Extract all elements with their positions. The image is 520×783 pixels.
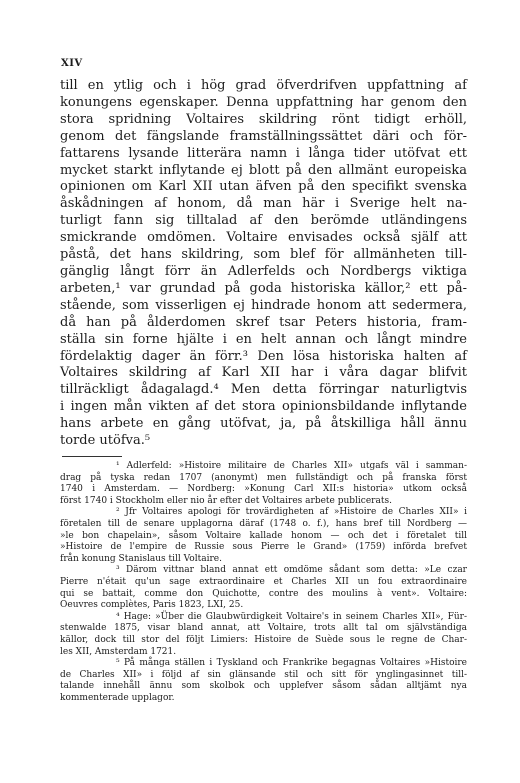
footnote-line: qui se battait, comme don Quichotte, contre des moulins à vent». Voltaire: [60, 588, 467, 599]
body-line: fattarens lysande litterära namn i långa tider utöfvat ett [60, 145, 467, 161]
body-line: torde utöfva.⁵ [60, 433, 151, 449]
body-line: turligt fann sig tilltalad af den berömde utländingens [60, 213, 467, 229]
body-line: fördelaktig dager än förr.³ Den lösa historiska halten af [60, 348, 467, 364]
body-line: påstå, det hans skildring, som blef för allmänheten till- [60, 247, 467, 263]
footnote-line: »Histoire de l'empire de Russie sous Pierre le Grand» (1759) införda brefvet [60, 542, 467, 553]
body-line: stora spridning Voltaires skildring rönt tidigt erhöll, [60, 111, 467, 127]
footnote-line: 1740 i Amsterdam. — Nordberg: »Konung Carl XII:s historia» utkom också [60, 484, 467, 495]
footnote-line: drag på tyska redan 1707 (anonymt) men fullständigt och på franska först [60, 472, 467, 483]
footnotes [60, 461, 467, 704]
body-line: åskådningen af honom, då man här i Sverige helt na- [60, 196, 467, 212]
footnote-line: ⁴ Hage: »Über die Glaubwürdigkeit Voltaire's in seinem Charles XII», Für- [116, 611, 467, 622]
footnote-line: källor, dock till stor del följt Limiers: Histoire de Suède sous le regne de Char- [60, 634, 467, 645]
footnote-line: Oeuvres complètes, Paris 1823, LXI, 25. [60, 600, 244, 611]
footnote-line: »le bon chapelain», såsom Voltaire kallade honom — och det i företalet till [60, 530, 467, 541]
footnote-separator [62, 456, 122, 457]
body-line: genom det fängslande framställningssättet däri och för- [60, 128, 467, 144]
body-line: ställa sin forne hjälte i en helt annan och långt mindre [60, 331, 467, 347]
footnote-line: företalen till de senare upplagorna däraf (1748 o. f.), hans bref till Nordberg — [60, 518, 467, 529]
footnote-line: från konung Stanislaus till Voltaire. [60, 553, 222, 564]
body-line: gänglig långt förr än Adlerfelds och Nordbergs viktiga [60, 263, 467, 279]
footnote-line: stenwalde 1875, visar bland annat, att Voltaire, trots allt tal om självständiga [60, 623, 467, 634]
body-line: tillräckligt ådagalagd.⁴ Men detta förringar naturligtvis [60, 382, 467, 398]
body-line: smickrande omdömen. Voltaire envisades också själf att [60, 230, 467, 246]
body-line: arbeten,¹ var grundad på goda historiska källor,² ett på- [60, 280, 467, 296]
footnote-line: ² Jfr Voltaires apologi för trovärdigheten af »Histoire de Charles XII» i [116, 507, 467, 518]
body-line: stående, som visserligen ej hindrade honom att sedermera, [60, 297, 467, 313]
footnote-line: ⁵ På många ställen i Tyskland och Frankrike begagnas Voltaires »Histoire [116, 658, 467, 669]
body-line: hans arbete en gång utöfvat, ja, på åtskilliga håll ännu [60, 416, 467, 432]
body-line: mycket starkt inflytande ej blott på den allmänt europeiska [60, 162, 467, 178]
footnote-line: kommenterade upplagor. [60, 692, 175, 703]
footnote-line: les XII, Amsterdam 1721. [60, 646, 177, 657]
body-line: då han på ålderdomen skref tsar Peters historia, fram- [60, 314, 467, 330]
body-line: till en ytlig och i hög grad öfverdrifven uppfattning af [60, 78, 467, 93]
page-number: XIV [61, 58, 83, 69]
body-line: konungens egenskaper. Denna uppfattning har genom den [60, 94, 467, 110]
footnote-line: Pierre n'était qu'un sage extraordinaire et Charles XII un fou extraordinaire [60, 576, 467, 587]
body-line: i ingen mån vikten af det stora opinionsbildande inflytande [60, 399, 467, 415]
footnote-line: ¹ Adlerfeld: »Histoire militaire de Charles XII» utgafs väl i samman- [116, 461, 467, 471]
footnote-line: talande innehåll ännu som skolbok och upplefver såsom sådan alltjämt nya [60, 681, 467, 692]
body-line: opinionen om Karl XII utan äfven på den specifikt svenska [60, 179, 467, 195]
footnote-line: ³ Därom vittnar bland annat ett omdöme sådant som detta: »Le czar [116, 565, 467, 576]
footnote-line: först 1740 i Stockholm eller nio år efter det Voltaires arbete publicerats. [60, 495, 392, 506]
footnote-line: de Charles XII» i följd af sin glänsande stil och sitt för ynglingasinnet till- [60, 669, 467, 680]
body-line: Voltaires skildring af Karl XII har i våra dagar blifvit [60, 365, 467, 381]
body-text [60, 78, 467, 450]
